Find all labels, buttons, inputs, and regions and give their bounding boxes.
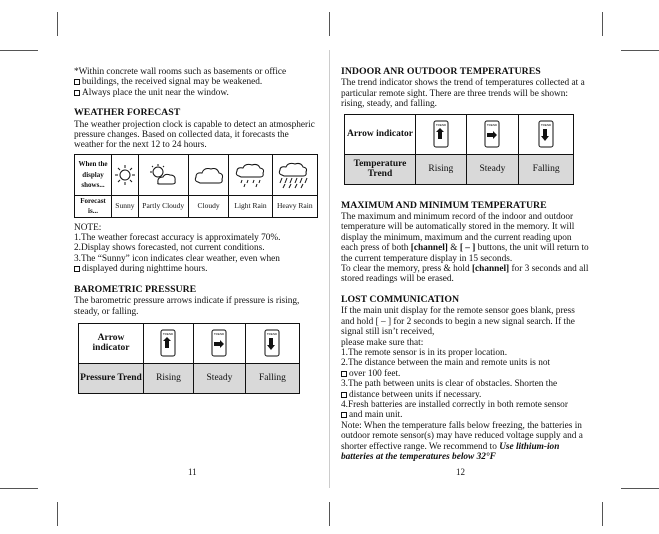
- checkbox-icon: [341, 392, 347, 398]
- page-divider: [329, 50, 330, 488]
- trend-row-label: Temperature Trend: [345, 154, 416, 184]
- cloud-icon: [188, 154, 229, 195]
- svg-text:TREND: TREND: [267, 332, 278, 337]
- checkbox-icon: [74, 266, 80, 272]
- forecast-heading: WEATHER FORECAST: [74, 107, 181, 119]
- crop-mark: [57, 12, 58, 36]
- crop-mark: [621, 50, 659, 51]
- left-page: [74, 67, 318, 394]
- crop-mark: [621, 488, 659, 489]
- crop-mark: [57, 502, 58, 526]
- trend-value: Rising: [416, 154, 467, 184]
- svg-text:TREND: TREND: [435, 123, 446, 128]
- page-number: 11: [188, 467, 197, 477]
- note-line: 1.The weather forecast accuracy is approximately 70%.: [74, 233, 281, 244]
- lost-item: distance between units if necessary.: [341, 390, 589, 400]
- intro-line: Always place the unit near the window.: [74, 88, 318, 98]
- maxmin-text: The maximum and minimum record of the indoor and outdoor temperature will be automatically stored in the memory. It will display the minimum, maximum and the current reading upon each press of both [channel] & [ – ] buttons, the unit will return to the current temperature display in 15 seconds.: [341, 212, 589, 264]
- forecast-table: [74, 154, 318, 218]
- lost-heading: LOST COMMUNICATION: [341, 293, 460, 305]
- forecast-label: Heavy Rain: [272, 195, 317, 217]
- trend-falling-icon: [519, 114, 574, 154]
- arrow-indicator-label: Arrow indicator: [345, 114, 416, 154]
- lost-item: 1.The remote sensor is in its proper location.: [341, 347, 508, 358]
- forecast-label: Partly Cloudy: [138, 195, 188, 217]
- intro-line: *Within concrete wall rooms such as basements or office: [74, 67, 287, 77]
- trend-value: Falling: [245, 363, 299, 393]
- lost-item: over 100 feet.: [341, 369, 589, 379]
- trend-rising-icon: [416, 114, 467, 154]
- checkbox-icon: [341, 371, 347, 377]
- lost-note-bold: Use lithium-ion batteries at the temperatures below 32°F: [341, 441, 560, 462]
- forecast-row-label: When the display shows...: [75, 154, 112, 195]
- maxmin-clear-text: To clear the memory, press & hold [channel] for 3 seconds and all stored readings will be erased.: [341, 264, 589, 285]
- trend-row-label: Pressure Trend: [79, 363, 144, 393]
- note-line: displayed during nighttime hours.: [74, 264, 318, 274]
- crop-mark: [329, 502, 330, 526]
- checkbox-icon: [74, 79, 80, 85]
- crop-mark: [0, 488, 38, 489]
- checkbox-icon: [341, 412, 347, 418]
- forecast-row-label: Forecast is...: [75, 195, 112, 217]
- arrow-indicator-label: Arrow indicator: [79, 323, 144, 363]
- svg-text:TREND: TREND: [487, 123, 498, 128]
- lost-item: 4.Fresh batteries are installed correctly in both remote sensor: [341, 399, 568, 410]
- trend-steady-icon: [193, 323, 245, 363]
- trend-steady-icon: [466, 114, 519, 154]
- lost-text: If the main unit display for the remote sensor goes blank, press and hold [ – ] for 2 seconds to begin a new signal search. If the signal still isn’t received,: [341, 306, 575, 338]
- lost-note: Note: When the temperature falls below freezing, the batteries in outdoor remote sensor(s) may have reduced voltage supply and a shorter effective range. We recommend to Use lithium-ion batteries at the temperatures below 32°F: [341, 420, 583, 462]
- light-rain-icon: [229, 154, 272, 195]
- temp-text: The trend indicator shows the trend of temperatures collected at a particular remote sight. There are three trends will be shown: rising, steady, and falling.: [341, 78, 585, 110]
- page-number: 12: [456, 467, 465, 477]
- sun-icon: [112, 154, 139, 195]
- forecast-label: Sunny: [112, 195, 139, 217]
- checkbox-icon: [74, 90, 80, 96]
- crop-mark: [329, 12, 330, 36]
- forecast-text: The weather projection clock is capable to detect an atmospheric pressure changes. Based on collected data, it forecasts the weather for the next 12 to 24 hours.: [74, 119, 315, 151]
- trend-rising-icon: [144, 323, 194, 363]
- lost-make-sure: please make sure that:: [341, 337, 424, 348]
- partly-cloudy-icon: [138, 154, 188, 195]
- trend-value: Steady: [193, 363, 245, 393]
- lost-item: and main unit.: [341, 410, 589, 420]
- trend-value: Rising: [144, 363, 194, 393]
- note-title: NOTE:: [74, 222, 102, 233]
- lost-item: 3.The path between units is clear of obstacles. Shorten the: [341, 379, 558, 390]
- right-page: [341, 67, 589, 462]
- trend-falling-icon: [245, 323, 299, 363]
- baro-heading: BAROMETRIC PRESSURE: [74, 283, 197, 295]
- lost-item: 2.The distance between the main and remote units is not: [341, 358, 551, 369]
- baro-table: [78, 323, 300, 394]
- maxmin-heading: MAXIMUM AND MINIMUM TEMPERATURE: [341, 199, 547, 211]
- forecast-label: Cloudy: [188, 195, 229, 217]
- intro-line: buildings, the received signal may be weakened.: [74, 77, 318, 87]
- svg-text:TREND: TREND: [214, 332, 225, 337]
- note-line: 2.Display shows forecasted, not current conditions.: [74, 243, 265, 254]
- temp-table: [344, 114, 574, 185]
- svg-text:TREND: TREND: [540, 123, 552, 128]
- crop-mark: [602, 12, 603, 36]
- forecast-label: Light Rain: [229, 195, 272, 217]
- baro-text: The barometric pressure arrows indicate if pressure is rising, steady, or falling.: [74, 296, 300, 317]
- crop-mark: [602, 502, 603, 526]
- trend-value: Steady: [466, 154, 519, 184]
- note-line: 3.The “Sunny” icon indicates clear weather, even when: [74, 253, 280, 264]
- trend-value: Falling: [519, 154, 574, 184]
- temp-heading: INDOOR ANR OUTDOOR TEMPERATURES: [341, 66, 541, 77]
- heavy-rain-icon: [272, 154, 317, 195]
- crop-mark: [0, 50, 38, 51]
- svg-text:TREND: TREND: [163, 332, 174, 337]
